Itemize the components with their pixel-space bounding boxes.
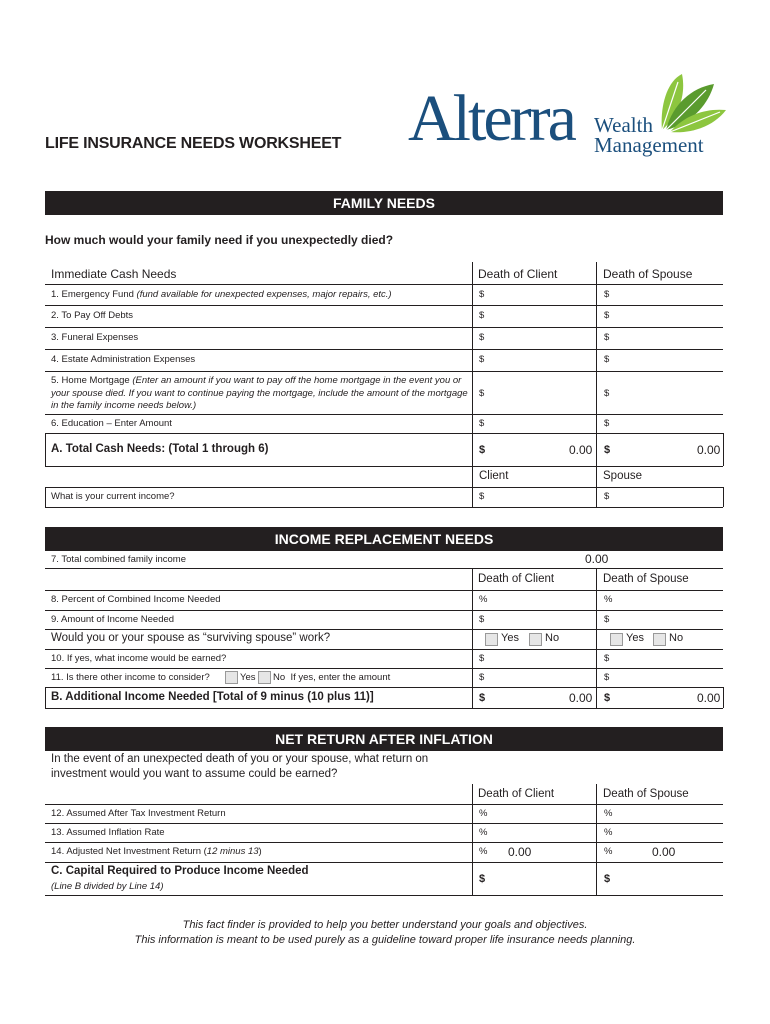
- row-education: 6. Education – Enter Amount: [51, 418, 172, 429]
- row-amount-income: 9. Amount of Income Needed: [51, 614, 175, 625]
- company-logo: [408, 72, 728, 162]
- income-death-of-spouse-header: Death of Spouse: [603, 573, 689, 585]
- spouse-work-no-checkbox[interactable]: [653, 633, 666, 646]
- current-income-label: What is your current income?: [51, 491, 175, 502]
- client-income-header: Client: [479, 470, 509, 482]
- additional-income-label: B. Additional Income Needed [Total of 9 minus (10 plus 11)]: [51, 691, 374, 703]
- row-percent-income: 8. Percent of Combined Income Needed: [51, 594, 221, 605]
- row-funeral-expenses: 3. Funeral Expenses: [51, 332, 139, 343]
- total-cash-needs-label: A. Total Cash Needs: (Total 1 through 6): [51, 443, 269, 455]
- capital-required-note: (Line B divided by Line 14): [51, 881, 164, 892]
- client-inflation-field[interactable]: %: [479, 827, 488, 838]
- total-b-client-currency: $: [479, 692, 486, 704]
- net-return-band: NET RETURN AFTER INFLATION: [45, 727, 723, 751]
- row-pay-off-debts: 2. To Pay Off Debts: [51, 310, 134, 321]
- other-income-no-checkbox[interactable]: [258, 671, 271, 684]
- row-adjusted-net-return: 14. Adjusted Net Investment Return (12 minus 13): [51, 846, 262, 857]
- total-family-income-value[interactable]: 0.00: [585, 552, 609, 566]
- page-title: LIFE INSURANCE NEEDS WORKSHEET: [45, 135, 342, 152]
- spouse-capital-field[interactable]: $: [604, 873, 611, 885]
- other-income-yes-label: Yes: [240, 672, 256, 683]
- family-needs-band: FAMILY NEEDS: [45, 191, 723, 215]
- spouse-field-5[interactable]: $: [604, 388, 610, 399]
- family-question: How much would your family need if you unexpectedly died?: [45, 233, 394, 247]
- net-death-of-spouse-header: Death of Spouse: [603, 788, 689, 800]
- client-adjusted-percent: %: [479, 846, 488, 857]
- row-home-mortgage-note-2: your spouse died. If you want to continue paying the mortgage, include the amount of the mortgage: [51, 388, 468, 399]
- surviving-spouse-work-question: Would you or your spouse as “surviving spouse” work?: [51, 632, 331, 644]
- spouse-income-header: Spouse: [603, 470, 643, 482]
- row-home-mortgage: 5. Home Mortgage (Enter an amount if you want to pay off the home mortgage in the event you or: [51, 375, 462, 386]
- spouse-work-no-label: No: [669, 632, 684, 644]
- total-a-client-value[interactable]: 0.00: [569, 443, 593, 457]
- client-work-yes-checkbox[interactable]: [485, 633, 498, 646]
- logo-wordmark: Alterra: [408, 82, 574, 155]
- row-after-tax-return: 12. Assumed After Tax Investment Return: [51, 808, 226, 819]
- total-a-client-currency: $: [479, 444, 486, 456]
- row-estate-admin: 4. Estate Administration Expenses: [51, 354, 196, 365]
- spouse-amount-field[interactable]: $: [604, 614, 610, 625]
- spouse-field-4[interactable]: $: [604, 354, 610, 365]
- spouse-percent-field[interactable]: %: [604, 594, 613, 605]
- row-other-income: 11. Is there other income to consider?: [51, 672, 210, 683]
- death-of-spouse-header: Death of Spouse: [603, 267, 693, 281]
- capital-required-label: C. Capital Required to Produce Income Needed: [51, 865, 309, 877]
- total-b-spouse-currency: $: [604, 692, 611, 704]
- client-other-field[interactable]: $: [479, 672, 485, 683]
- immediate-cash-needs-header: Immediate Cash Needs: [51, 267, 177, 281]
- client-field-5[interactable]: $: [479, 388, 485, 399]
- income-death-of-client-header: Death of Client: [478, 573, 555, 585]
- client-work-no-label: No: [545, 632, 560, 644]
- client-field-6[interactable]: $: [479, 418, 485, 429]
- net-death-of-client-header: Death of Client: [478, 788, 555, 800]
- other-income-no-amount-label: No If yes, enter the amount: [273, 672, 391, 683]
- client-percent-field[interactable]: %: [479, 594, 488, 605]
- client-field-3[interactable]: $: [479, 332, 485, 343]
- row-income-earned: 10. If yes, what income would be earned?: [51, 653, 227, 664]
- spouse-return-field[interactable]: %: [604, 808, 613, 819]
- logo-line-wealth: Wealth: [594, 113, 653, 137]
- other-income-yes-checkbox[interactable]: [225, 671, 238, 684]
- client-field-2[interactable]: $: [479, 310, 485, 321]
- client-return-field[interactable]: %: [479, 808, 488, 819]
- row-total-family-income: 7. Total combined family income: [51, 554, 186, 565]
- total-a-spouse-value[interactable]: 0.00: [697, 443, 721, 457]
- client-adjusted-value[interactable]: 0.00: [508, 845, 532, 859]
- client-field-1[interactable]: $: [479, 289, 485, 300]
- leaf-icon: [656, 72, 728, 134]
- footer-line-1: This fact finder is provided to help you better understand your goals and objectives.: [182, 919, 588, 931]
- row-home-mortgage-note-3: in the family income needs below.): [51, 400, 197, 411]
- spouse-earned-field[interactable]: $: [604, 653, 610, 664]
- spouse-work-yes-checkbox[interactable]: [610, 633, 623, 646]
- row-inflation-rate: 13. Assumed Inflation Rate: [51, 827, 165, 838]
- footer-line-2: This information is meant to be used purely as a guideline toward proper life insurance needs planning.: [134, 934, 636, 946]
- client-income-field[interactable]: $: [479, 491, 485, 502]
- spouse-other-field[interactable]: $: [604, 672, 610, 683]
- net-intro-line-1: In the event of an unexpected death of you or your spouse, what return on: [51, 753, 429, 765]
- total-a-spouse-currency: $: [604, 444, 611, 456]
- spouse-field-1[interactable]: $: [604, 289, 610, 300]
- income-replacement-band: INCOME REPLACEMENT NEEDS: [45, 527, 723, 551]
- client-capital-field[interactable]: $: [479, 873, 486, 885]
- death-of-client-header: Death of Client: [478, 267, 558, 281]
- spouse-work-yes-label: Yes: [626, 632, 644, 644]
- client-earned-field[interactable]: $: [479, 653, 485, 664]
- client-work-no-checkbox[interactable]: [529, 633, 542, 646]
- spouse-field-2[interactable]: $: [604, 310, 610, 321]
- total-b-client-value[interactable]: 0.00: [569, 691, 593, 705]
- spouse-income-field[interactable]: $: [604, 491, 610, 502]
- client-field-4[interactable]: $: [479, 354, 485, 365]
- spouse-adjusted-value[interactable]: 0.00: [652, 845, 676, 859]
- spouse-adjusted-percent: %: [604, 846, 613, 857]
- net-intro-line-2: investment would you want to assume could be earned?: [51, 768, 338, 780]
- row-emergency-fund: 1. Emergency Fund (fund available for unexpected expenses, major repairs, etc.): [51, 289, 392, 300]
- client-amount-field[interactable]: $: [479, 614, 485, 625]
- total-b-spouse-value[interactable]: 0.00: [697, 691, 721, 705]
- client-work-yes-label: Yes: [501, 632, 519, 644]
- logo-line-management: Management: [594, 133, 704, 157]
- spouse-field-6[interactable]: $: [604, 418, 610, 429]
- spouse-inflation-field[interactable]: %: [604, 827, 613, 838]
- spouse-field-3[interactable]: $: [604, 332, 610, 343]
